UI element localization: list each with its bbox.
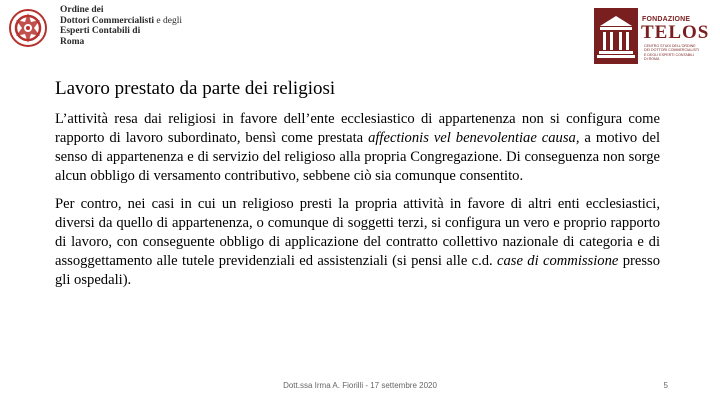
- odcec-line2-bold: Dottori Commercialisti: [60, 15, 155, 26]
- temple-logo-icon: [594, 8, 638, 64]
- telos-small-2: DEI DOTTORI COMMERCIALISTI: [644, 48, 700, 53]
- paragraph-2: [55, 195, 660, 290]
- telos-logo: [594, 6, 718, 66]
- paragraph-1-b: a motivo del senso di appartenenza e di servizio del religioso alla propria Congregazione. Di conseguenza non sorge alcun obbligo di versamento contributivo, sebbene ciò sia comunque consentito.: [55, 130, 660, 184]
- paragraph-1-a: L’attività resa dai religiosi in favore dell’ente ecclesiastico di appartenenza non si configura come rapporto di lavoro subordinato, bensì come prestata: [55, 111, 660, 146]
- telos-small-3: E DEGLI ESPERTI CONTABILI: [644, 52, 695, 57]
- telos-small-1: CENTRO STUDI DELL'ORDINE: [644, 44, 696, 48]
- telos-small-4: DI ROMA: [644, 57, 660, 62]
- telos-subtitle: [644, 44, 716, 62]
- odcec-rose-logo-icon: [8, 8, 48, 48]
- paragraph-2-b: presso gli ospedali).: [55, 253, 660, 288]
- odcec-logo: [8, 4, 228, 52]
- paragraph-1: [55, 110, 660, 186]
- paragraph-1-italic: affectionis vel benevolentiae causa,: [368, 130, 580, 146]
- paragraph-2-italic: case di commissione: [497, 253, 619, 269]
- page-number: 5: [663, 381, 668, 390]
- odcec-line2-rest: e degli: [154, 15, 182, 26]
- paragraph-2-a: Per contro, nei casi in cui un religioso presti la propria attività in favore di altri enti ecclesiastici, diversi da quello di appartenenza, o comunque di soggetti terzi, si configura un vero e proprio rapporto di lavoro, con conseguente obbligo di applicazione del contratto collettivo nazionale di categoria e di assoggettamento alle tutele previdenziali ed assistenziali (si pensi alle c.d.: [55, 196, 660, 269]
- odcec-line1: Ordine dei: [60, 5, 104, 15]
- slide-title: Lavoro prestato da parte dei religiosi: [55, 78, 336, 99]
- footer-author: Dott.ssa Irma A. Fiorilli - 17 settembre 2020: [283, 381, 437, 390]
- odcec-logo-text: [60, 5, 182, 47]
- slide-body: [55, 110, 660, 299]
- odcec-line3: Esperti Contabili di: [60, 26, 141, 36]
- telos-fondazione: FONDAZIONE: [642, 16, 691, 23]
- telos-name: TELOS: [641, 22, 710, 43]
- odcec-line4: Roma: [60, 36, 85, 47]
